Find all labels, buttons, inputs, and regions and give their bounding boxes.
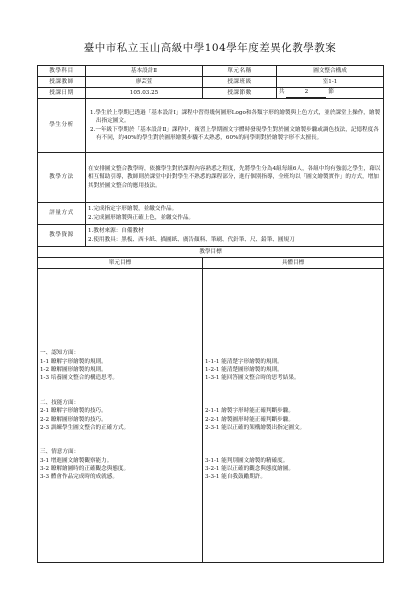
specific-goals-column <box>203 269 384 563</box>
specific-goals-header: 具體目標 <box>203 258 384 269</box>
section-title-affective: 三、情意方面： <box>40 449 80 456</box>
section-title-skills: 二、技能方面： <box>40 399 80 406</box>
row-objectives-subheaders <box>38 258 384 269</box>
unit-goal-1-3: 1-3 培養圖文整合的構造思考。 <box>40 375 118 382</box>
analysis-item-2: 2.一年級下學期於「基本設計Ⅱ」課程中，複習上學期圖文字體時發現學生對於圖文繪製步驟或調色技法，記憶程度各有不同，約40%的學生對於圖形繪製步驟不太熟悉，60%的同學則對於繪製字形不太擅長。 <box>90 126 379 141</box>
lesson-plan-table <box>37 65 384 563</box>
unit-goals-header: 單元目標 <box>38 258 203 269</box>
specific-goal-3-1-1: 3-1-1 能判別圖文繪製的精確度。 <box>205 457 289 464</box>
class-value: 室1-1 <box>277 77 384 88</box>
unit-goals-column <box>38 269 203 563</box>
unit-value: 圖文整合構成 <box>277 66 384 77</box>
specific-goal-1-3-1: 1-3-1 能回答圖文整合時的思考結果。 <box>205 375 300 382</box>
teacher-label: 授課教師 <box>38 77 86 88</box>
unit-goal-3-1: 3-1 增進圖文繪製觀察能力。 <box>40 457 113 464</box>
unit-label: 單元名稱 <box>203 66 277 77</box>
resources-item-1: 1.教材來源：自備教材 <box>88 228 144 235</box>
periods-count: 2 <box>286 88 326 97</box>
date-label: 授課日期 <box>38 88 86 99</box>
assessment-content <box>86 203 384 225</box>
subject-label: 教學科目 <box>38 66 86 77</box>
row-assessment <box>38 203 384 225</box>
class-label: 授課班級 <box>203 77 277 88</box>
subject-value: 基本設計Ⅱ <box>86 66 203 77</box>
analysis-item-1: 1.學生於上學期已透過「基本設計Ⅰ」課程中習得幾何圖形Logo和各類字形的繪製與上色方式，並於課堂上操作，繪製出指定圖文。 <box>90 110 381 125</box>
resources-item-2: 2.使用教具：黑板、西卡紙、描圖紙、廣告顏料、筆刷、代針筆、尺、鉛筆、圓規刀 <box>88 236 295 243</box>
periods-prefix: 共 <box>279 89 285 96</box>
row-resources <box>38 225 384 247</box>
specific-goal-3-2-1: 3-2-1 能以正確的觀念與態度繪圖。 <box>205 466 294 473</box>
row-objectives-body <box>38 269 384 563</box>
row-teaching-method <box>38 153 384 203</box>
date-value: 105.03.25 <box>86 88 203 99</box>
specific-goal-3-3-1: 3-3-1 能自我鼓勵期許。 <box>205 474 266 481</box>
row-teacher <box>38 77 384 88</box>
periods-suffix: 節 <box>328 89 334 96</box>
analysis-label: 學生分析 <box>38 99 86 153</box>
resources-content <box>86 225 384 247</box>
analysis-content <box>86 99 384 153</box>
specific-goal-1-1-1: 1-1-1 能清楚字形繪製的規則。 <box>205 358 283 365</box>
section-title-cognitive: 一、認知方面： <box>40 350 80 357</box>
specific-goal-2-1-1: 2-1-1 繪製字形時能正確判斷步驟。 <box>205 408 294 415</box>
specific-goal-1-2-1: 1-2-1 能清楚圖形繪製的規則。 <box>205 366 283 373</box>
periods-value <box>277 88 384 99</box>
method-content: 在安排圖文整合教學時，依據學生對於課程內容熟悉之程度，先將學生分為4組每組6人，各組中均有強弱之學生，藉以相互幫助引導，教師則於課堂中針對學生不熟悉的課程部分，進行個別指導，全班均以「圖文繪製實作」的方式，增加其對於圖文整合的應用技法。 <box>86 153 384 203</box>
unit-goal-1-1: 1-1 瞭解字形繪製的規則。 <box>40 358 107 365</box>
assessment-item-1: 1.完成指定字形繪製，並繳交作品。 <box>88 206 178 213</box>
unit-goal-2-3: 2-3 訓練學生圖文整合的正確方式。 <box>40 424 130 431</box>
unit-goal-2-2: 2-2 瞭解圖形繪製的技巧。 <box>40 416 107 423</box>
method-label: 教學方法 <box>38 153 86 203</box>
specific-goal-2-3-1: 2-3-1 能以正確的架構繪製出指定圖文。 <box>205 424 306 431</box>
objectives-header: 教學目標 <box>38 247 384 258</box>
unit-goal-1-2: 1-2 瞭解圖形繪製的規則。 <box>40 366 107 373</box>
specific-goal-2-2-1: 2-2-1 繪製圖形時能正確判斷步驟。 <box>205 416 294 423</box>
assessment-item-2: 2.完成圖形繪製與正確上色，並繳交作品。 <box>88 214 195 221</box>
unit-goal-3-2: 3-2 瞭解繪圖時的正確觀念與態度。 <box>40 466 130 473</box>
row-subject <box>38 66 384 77</box>
unit-goal-2-1: 2-1 瞭解字形繪製的技巧。 <box>40 408 107 415</box>
unit-goal-3-3: 3-3 體會作品完成時的成就感。 <box>40 474 118 481</box>
periods-label: 授課節數 <box>203 88 277 99</box>
row-date <box>38 88 384 99</box>
page-title: 臺中市私立玉山高級中學104學年度差異化教學教案 <box>83 42 337 54</box>
assessment-label: 評量方式 <box>38 203 86 225</box>
row-student-analysis <box>38 99 384 153</box>
teacher-value: 廖芸萱 <box>86 77 203 88</box>
resources-label: 教學資源 <box>38 225 86 247</box>
row-objectives-header <box>38 247 384 258</box>
